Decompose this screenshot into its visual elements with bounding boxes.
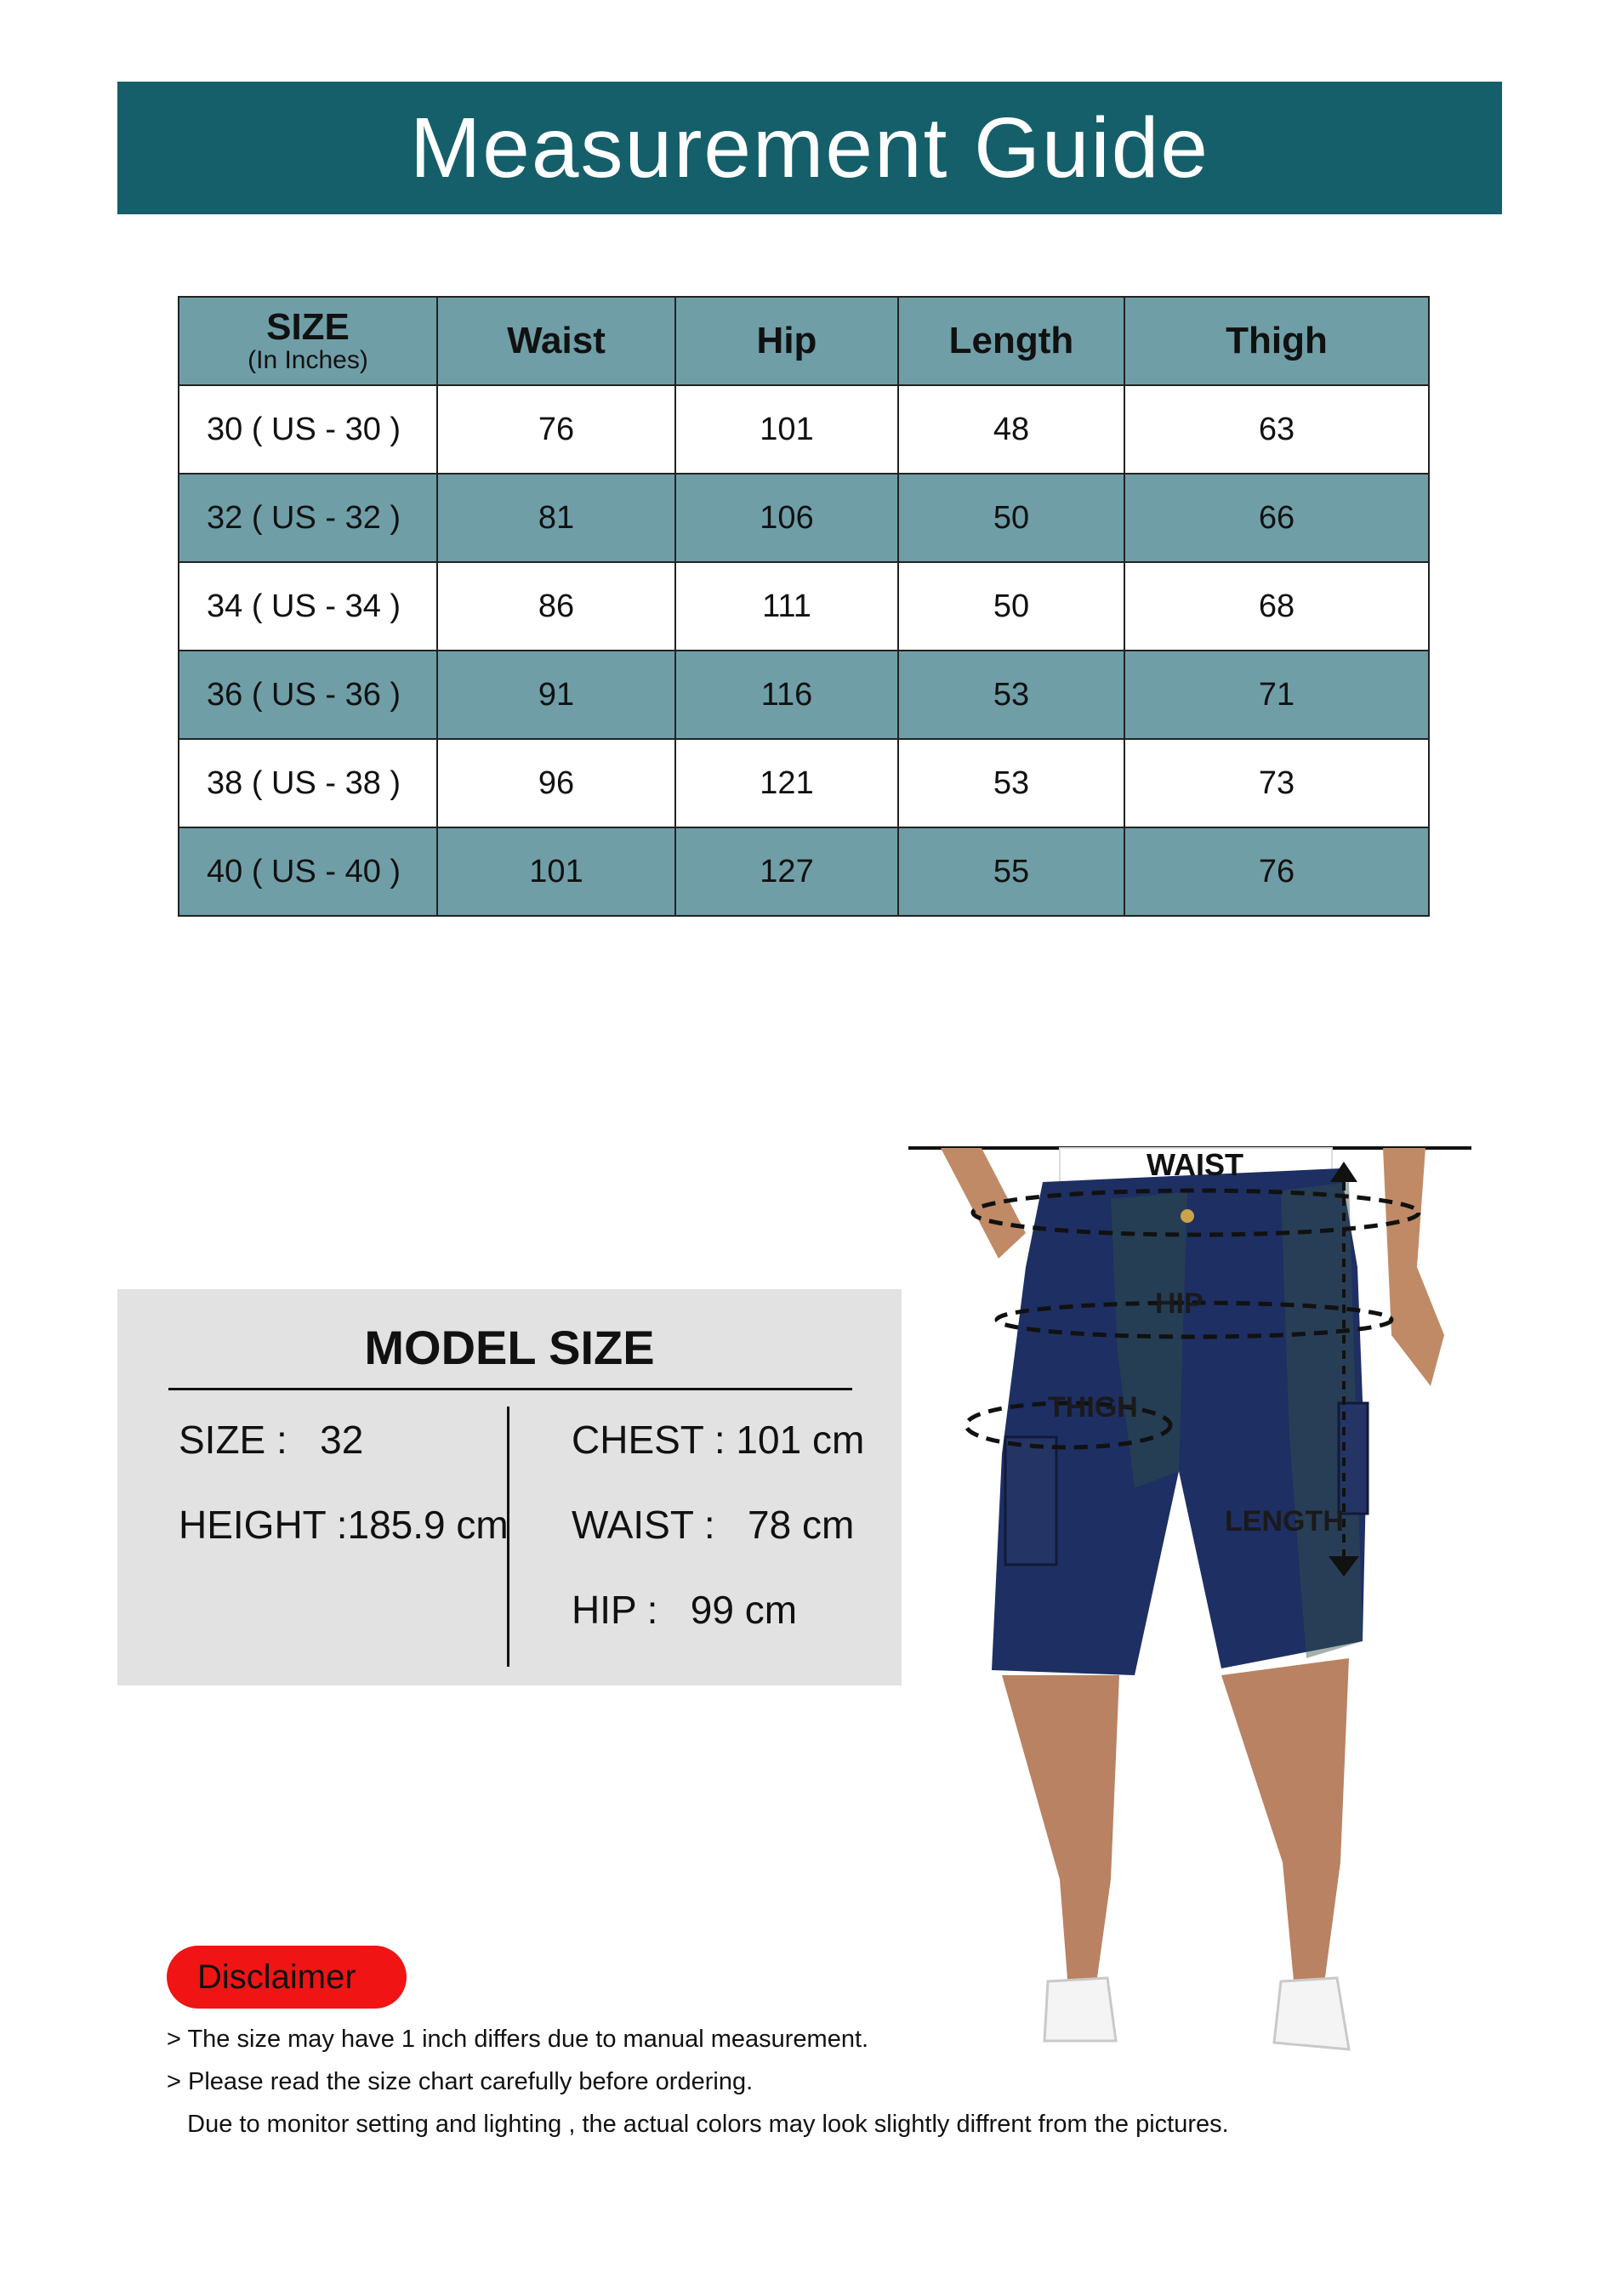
right-sneaker bbox=[1274, 1978, 1349, 2049]
model-waist-value: WAIST : 78 cm bbox=[572, 1503, 855, 1547]
hip-cell: 127 bbox=[675, 827, 898, 916]
table-row bbox=[179, 651, 1429, 739]
model-size-panel bbox=[117, 1289, 902, 1685]
left-sneaker bbox=[1044, 1978, 1116, 2041]
model-height-value: HEIGHT :185.9 cm bbox=[179, 1503, 509, 1547]
length-cell: 50 bbox=[898, 562, 1124, 651]
header-banner bbox=[117, 82, 1502, 214]
hip-cell: 121 bbox=[675, 739, 898, 827]
size-header-label: SIZE bbox=[266, 306, 350, 348]
disclaimer-note-3: Due to monitor setting and lighting , the actual colors may look slightly diffrent from the pictures. bbox=[167, 2111, 1229, 2138]
table-row bbox=[179, 562, 1429, 651]
size-cell: 36 ( US - 36 ) bbox=[179, 651, 437, 739]
size-cell: 34 ( US - 34 ) bbox=[179, 562, 437, 651]
model-hip-value: HIP : 99 cm bbox=[572, 1588, 798, 1632]
model-title-divider bbox=[168, 1388, 852, 1390]
waist-label: WAIST bbox=[1147, 1147, 1243, 1182]
hip-cell: 116 bbox=[675, 651, 898, 739]
size-table bbox=[178, 296, 1430, 917]
hip-cell: 101 bbox=[675, 385, 898, 474]
model-size-title: MODEL SIZE bbox=[364, 1321, 655, 1374]
model-size-value: SIZE : 32 bbox=[179, 1418, 364, 1462]
thigh-cell: 63 bbox=[1124, 385, 1429, 474]
disclaimer-badge bbox=[167, 1946, 407, 2009]
length-label: LENGTH bbox=[1225, 1505, 1344, 1537]
page-title: Measurement Guide bbox=[409, 99, 1209, 196]
table-row bbox=[179, 474, 1429, 562]
disclaimer-label: Disclaimer bbox=[197, 1958, 356, 1996]
thigh-label: THIGH bbox=[1048, 1391, 1138, 1424]
waist-cell: 81 bbox=[437, 474, 675, 562]
size-column-header bbox=[179, 297, 437, 385]
table-row bbox=[179, 385, 1429, 474]
thigh-cell: 76 bbox=[1124, 827, 1429, 916]
waist-cell: 91 bbox=[437, 651, 675, 739]
cargo-pocket-left bbox=[1005, 1437, 1056, 1565]
right-arm bbox=[1383, 1148, 1444, 1386]
right-leg bbox=[1221, 1658, 1349, 1990]
model-chest-value: CHEST : 101 cm bbox=[572, 1418, 865, 1462]
column-header-hip: Hip bbox=[675, 297, 898, 385]
shorts-model-photo bbox=[907, 1131, 1485, 2100]
jeans-button bbox=[1181, 1209, 1194, 1223]
table-header-row bbox=[179, 297, 1429, 385]
thigh-cell: 73 bbox=[1124, 739, 1429, 827]
length-cell: 53 bbox=[898, 739, 1124, 827]
hip-cell: 106 bbox=[675, 474, 898, 562]
disclaimer-note-1: > The size may have 1 inch differs due to manual measurement. bbox=[167, 2026, 869, 2053]
size-cell: 30 ( US - 30 ) bbox=[179, 385, 437, 474]
length-cell: 55 bbox=[898, 827, 1124, 916]
length-cell: 48 bbox=[898, 385, 1124, 474]
length-cell: 53 bbox=[898, 651, 1124, 739]
column-header-thigh: Thigh bbox=[1124, 297, 1429, 385]
thigh-cell: 71 bbox=[1124, 651, 1429, 739]
waist-cell: 101 bbox=[437, 827, 675, 916]
waist-cell: 76 bbox=[437, 385, 675, 474]
size-header-unit: (In Inches) bbox=[248, 346, 368, 374]
thigh-cell: 66 bbox=[1124, 474, 1429, 562]
length-cell: 50 bbox=[898, 474, 1124, 562]
column-header-waist: Waist bbox=[437, 297, 675, 385]
hip-cell: 111 bbox=[675, 562, 898, 651]
size-cell: 40 ( US - 40 ) bbox=[179, 827, 437, 916]
table-row bbox=[179, 827, 1429, 916]
size-cell: 38 ( US - 38 ) bbox=[179, 739, 437, 827]
thigh-cell: 68 bbox=[1124, 562, 1429, 651]
left-leg bbox=[1002, 1675, 1119, 1990]
waist-cell: 96 bbox=[437, 739, 675, 827]
left-arm bbox=[941, 1148, 1026, 1259]
size-cell: 32 ( US - 32 ) bbox=[179, 474, 437, 562]
hip-label: HIP bbox=[1155, 1287, 1203, 1320]
table-row bbox=[179, 739, 1429, 827]
disclaimer-note-2: > Please read the size chart carefully before ordering. bbox=[167, 2068, 754, 2095]
column-header-length: Length bbox=[898, 297, 1124, 385]
waist-cell: 86 bbox=[437, 562, 675, 651]
